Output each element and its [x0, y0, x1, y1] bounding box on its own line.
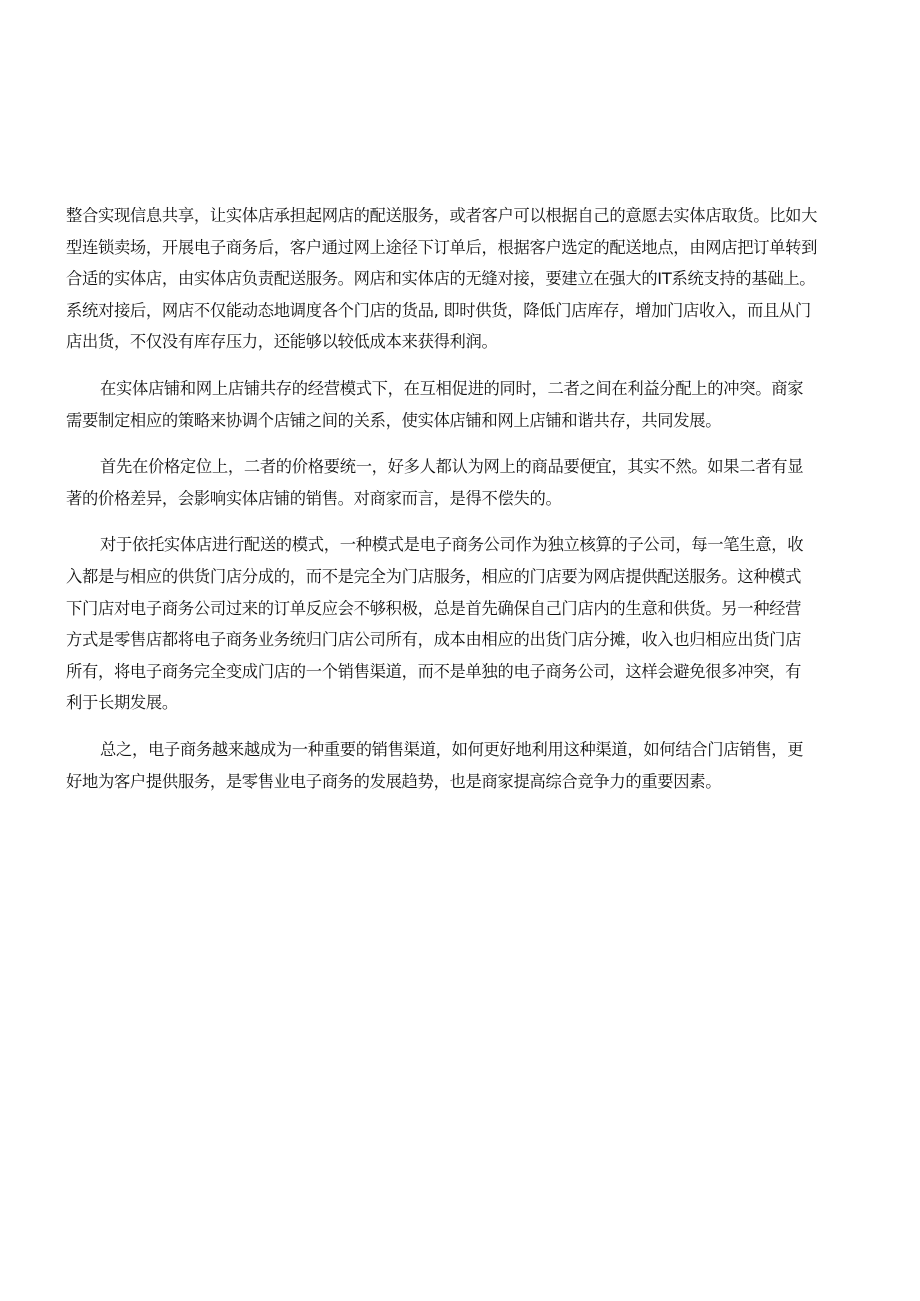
text-line: 在实体店铺和网上店铺共存的经营模式下，在互相促进的同时，二者之间在利益分配上的冲突。商家: [100, 378, 804, 398]
paragraph-5: [66, 734, 866, 797]
paragraph-2: [66, 373, 866, 436]
text-line: 所有，将电子商务完全变成门店的一个销售渠道，而不是单独的电子商务公司，这样会避免很多冲突，有: [66, 661, 802, 681]
text-line: 整合实现信息共享，让实体店承担起网店的配送服务，或者客户可以根据自己的意愿去实体店取货。比如大: [66, 206, 818, 225]
text-line: 对于依托实体店进行配送的模式，一种模式是电子商务公司作为独立核算的子公司，每一笔生意，收: [100, 535, 804, 555]
text-line: 首先在价格定位上，二者的价格要统一，好多人都认为网上的商品要便宜，其实不然。如果二者有显: [100, 457, 804, 477]
text-line: 好地为客户提供服务，是零售业电子商务的发展趋势，也是商家提高综合竞争力的重要因素。: [66, 771, 722, 791]
paragraph-4: [66, 529, 866, 719]
text-line: 利于长期发展。: [66, 693, 178, 713]
paragraph-3: [66, 451, 866, 514]
paragraph-1: [66, 200, 866, 358]
text-line: 方式是零售店都将电子商务业务统归门店公司所有，成本由相应的出货门店分摊，收入也归相应出货门店: [66, 630, 802, 650]
text-line: 总之，电子商务越来越成为一种重要的销售渠道，如何更好地利用这种渠道，如何结合门店销售，更: [100, 739, 804, 759]
text-line: 合适的实体店，由实体店负责配送服务。网店和实体店的无缝对接，要建立在强大的IT系统支持的基础上。: [66, 269, 816, 289]
text-line: 著的价格差异，会影响实体店铺的销售。对商家而言，是得不偿失的。: [66, 488, 562, 508]
text-line: 需要制定相应的策略来协调个店铺之间的关系，使实体店铺和网上店铺和谐共存，共同发展。: [66, 410, 722, 430]
text-line: 入都是与相应的供货门店分成的，而不是完全为门店服务，相应的门店要为网店提供配送服务。这种模式: [66, 566, 802, 586]
document-body: [66, 200, 866, 812]
text-line: 下门店对电子商务公司过来的订单反应会不够积极，总是首先确保自己门店内的生意和供货。另一种经营: [66, 598, 802, 618]
text-line: 型连锁卖场，开展电子商务后，客户通过网上途径下订单后，根据客户选定的配送地点，由网店把订单转到: [66, 237, 818, 257]
text-line: 系统对接后，网店不仅能动态地调度各个门店的货品, 即时供货，降低门店库存，增加门店收入，而且从门: [66, 300, 811, 320]
text-line: 店出货，不仅没有库存压力，还能够以较低成本来获得利润。: [66, 332, 498, 352]
